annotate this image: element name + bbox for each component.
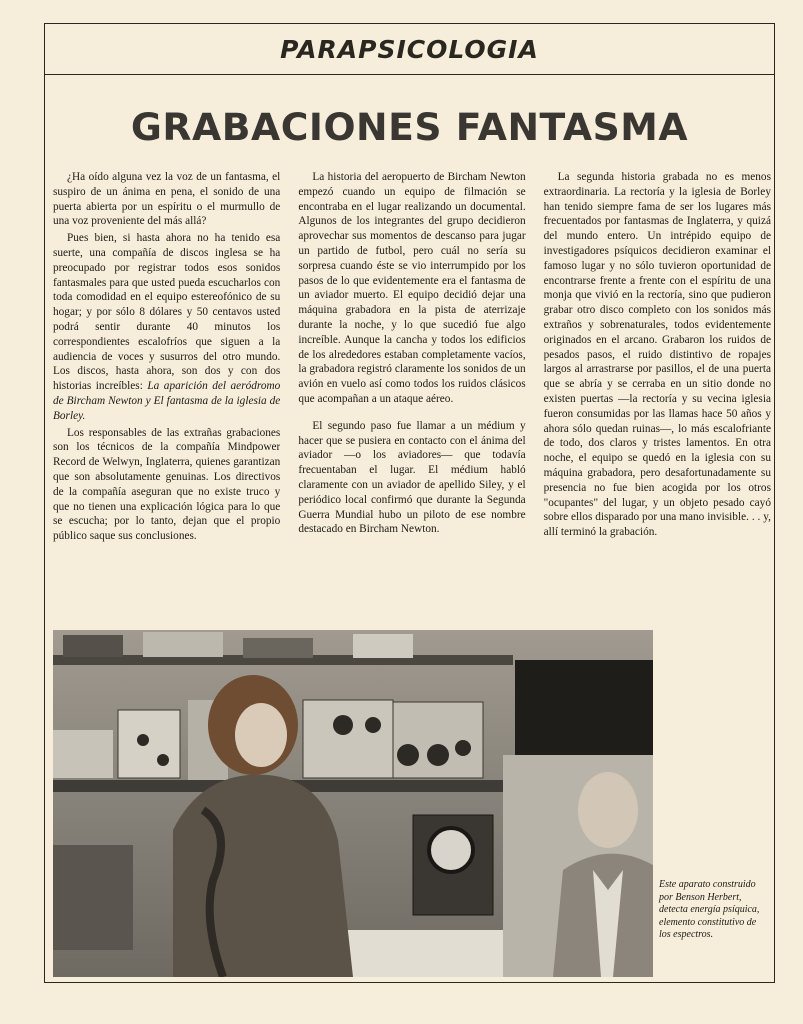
section-title: PARAPSICOLOGIA xyxy=(280,34,539,64)
disc-titles: La aparición del aeródromo de Bircham Newton y El fantasma de la iglesia de Borley. xyxy=(53,380,281,422)
paragraph: El segundo paso fue llamar a un médium y hacer que se pusiera en contacto con el ánima del aviador —o los aviadores— que todavía frecuentaban el lugar. El médium habló claramente con un aviador de apellido Siley, y el periódico local confirmó que durante la Segunda Guerra Mundial hubo un piloto de ese nombre destacado en Bircham Newton. xyxy=(298,419,526,536)
column-3 xyxy=(544,170,771,630)
article-headline: GRABACIONES FANTASMA xyxy=(130,106,689,149)
photo-caption: Este aparato construido por Benson Herbert, detecta energía psíquica, elemento constitutivo de los espectros. xyxy=(659,879,760,940)
paragraph: ¿Ha oído alguna vez la voz de un fantasma, el suspiro de un ánima en pena, el sonido de una puerta abierta por un espíritu o el murmullo de una voz proveniente del más allá? xyxy=(53,171,281,228)
paragraph: La segunda historia grabada no es menos extraordinaria. La rectoría y la iglesia de Borley han tenido siempre fama de ser los lugares más frecuentados por fantasmas de Inglaterra, y quizá del mundo entero. Un intrépido equipo de investigadores psíquicos decidieron examinar el famoso lugar y no sólo tuvieron oportunidad de encontrarse frente a frente con el espíritu de una monja que vivió en la rectoría, sino que pudieron grabar otro disco completo con los sonidos más extraños y sobrenaturales, todos evidentemente originados en el arcano. Grabaron los ruidos de pesados pasos, el ruido distintivo de ropajes largos al arrastrarse por pasillos, el de una puerta que se abría y se cerraba en un sitio donde no existen puertas —la rectoría y su vecina iglesia fueron consumidas por las llamas hace 50 años y ahora sólo quedan ruinas—, lo más escalofriante de todo, dos claros y tristes lamentos. En otra noche, el equipo se quedó en la iglesia con su máquina grabadora, pero desafortunadamente su presencia no fue bien acogida por los otros "ocupantes" del lugar, y un objeto pesado cayó sobre ellos disparado por una mano invisible. . . y, allí terminó la grabación. xyxy=(543,171,771,539)
column-1 xyxy=(53,170,280,630)
article-photo xyxy=(53,630,653,977)
paragraph: Pues bien, si hasta ahora no ha tenido esa suerte, una compañía de discos inglesa se ha preocupado por registrar todos esos sonidos fantasmales para que usted pueda escucharlos con toda comodidad en el equipo estereofónico de su hogar; y por sólo 8 dólares y 50 centavos usted podrá sentir durante 40 minutos los correspondientes escalofríos que siguen a la audiencia de voces y susurros del otro mundo. Los discos, hasta ahora, son dos y con dos historias increíbles: La aparición del aeródromo de Bircham Newton y El fantasma de la iglesia de Borley. xyxy=(53,232,281,422)
paragraph: Los responsables de las extrañas grabaciones son los técnicos de la compañía Mindpower Record de Welwyn, Inglaterra, quienes garantizan que son absolutamente genuinas. Los directivos de la compañía aseguran que no existe truco y que no tienen una explicación lógica para lo que se escucha; por lo tanto, dejan que el propio público saque sus conclusiones. xyxy=(53,426,281,543)
article-body xyxy=(53,170,771,630)
section-header xyxy=(45,24,774,75)
column-2 xyxy=(298,170,525,630)
article-frame xyxy=(44,23,775,983)
paragraph: La historia del aeropuerto de Bircham Newton empezó cuando un equipo de filmación se encontraba en el lugar realizando un documental. Algunos de los integrantes del grupo decidieron aprovechar sus momentos de descanso para jugar un partido de futbol, pero cuál no sería su sorpresa cuando éste se vio interrumpido por los pasos de lo que evidentemente era el fantasma de un aviador muerto. El equipo decidió dejar una máquina grabadora en la pista de aterrizaje durante la noche, y lo que sucedió fue algo increíble. Aunque la cancha y todos los edificios de los alrededores estaban completamente vacíos, la grabadora registró claramente los sonidos de un avión en vuelo así como todos los ruidos clásicos que acompañan a un ataque aéreo. xyxy=(298,171,526,405)
